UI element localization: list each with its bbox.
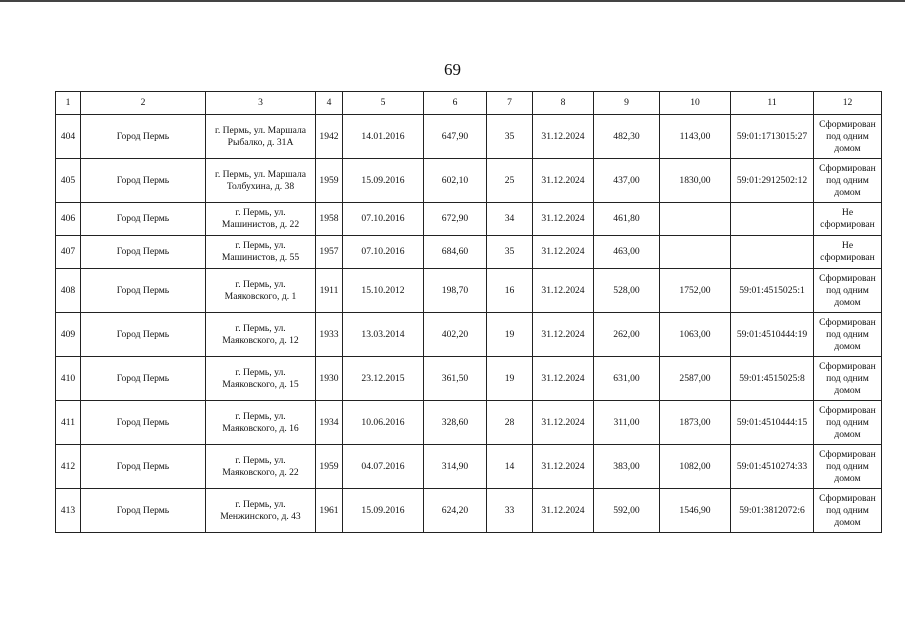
- deadline-cell: 31.12.2024: [533, 236, 594, 269]
- date-cell: 15.10.2012: [343, 269, 424, 313]
- count-cell: 28: [487, 401, 533, 445]
- table-row: [56, 236, 882, 269]
- column-header: 3: [206, 92, 316, 115]
- address-cell: г. Пермь, ул. Маяковского, д. 12: [206, 313, 316, 357]
- cadastral-number-cell: [731, 236, 814, 269]
- area-cell: 684,60: [424, 236, 487, 269]
- area-cell: 647,90: [424, 115, 487, 159]
- table-row: [56, 115, 882, 159]
- deadline-cell: 31.12.2024: [533, 357, 594, 401]
- table-row: [56, 489, 882, 533]
- land-area-cell: 1546,90: [660, 489, 731, 533]
- column-header: 12: [814, 92, 882, 115]
- table-row: [56, 357, 882, 401]
- row-number-cell: 413: [56, 489, 81, 533]
- column-header: 5: [343, 92, 424, 115]
- row-number-cell: 404: [56, 115, 81, 159]
- row-number-cell: 411: [56, 401, 81, 445]
- date-cell: 07.10.2016: [343, 203, 424, 236]
- cadastral-number-cell: 59:01:4510444:15: [731, 401, 814, 445]
- year-cell: 1957: [316, 236, 343, 269]
- status-cell: Сформирован под одним домом: [814, 313, 882, 357]
- area-cell: 328,60: [424, 401, 487, 445]
- address-cell: г. Пермь, ул. Маяковского, д. 16: [206, 401, 316, 445]
- address-cell: г. Пермь, ул. Машинистов, д. 55: [206, 236, 316, 269]
- land-area-cell: 1830,00: [660, 159, 731, 203]
- address-cell: г. Пермь, ул. Маршала Рыбалко, д. 31А: [206, 115, 316, 159]
- deadline-cell: 31.12.2024: [533, 115, 594, 159]
- table-row: [56, 203, 882, 236]
- area2-cell: 262,00: [594, 313, 660, 357]
- year-cell: 1961: [316, 489, 343, 533]
- row-number-cell: 407: [56, 236, 81, 269]
- count-cell: 14: [487, 445, 533, 489]
- deadline-cell: 31.12.2024: [533, 269, 594, 313]
- cadastral-number-cell: 59:01:3812072:6: [731, 489, 814, 533]
- land-area-cell: 1752,00: [660, 269, 731, 313]
- status-cell: Сформирован под одним домом: [814, 489, 882, 533]
- land-area-cell: 1143,00: [660, 115, 731, 159]
- area-cell: 361,50: [424, 357, 487, 401]
- area-cell: 624,20: [424, 489, 487, 533]
- year-cell: 1930: [316, 357, 343, 401]
- address-cell: г. Пермь, ул. Маяковского, д. 15: [206, 357, 316, 401]
- year-cell: 1933: [316, 313, 343, 357]
- date-cell: 23.12.2015: [343, 357, 424, 401]
- municipality-cell: Город Пермь: [81, 445, 206, 489]
- area-cell: 198,70: [424, 269, 487, 313]
- date-cell: 07.10.2016: [343, 236, 424, 269]
- column-header: 1: [56, 92, 81, 115]
- column-header: 4: [316, 92, 343, 115]
- area-cell: 314,90: [424, 445, 487, 489]
- table-row: [56, 401, 882, 445]
- cadastral-number-cell: 59:01:4510274:33: [731, 445, 814, 489]
- land-area-cell: [660, 203, 731, 236]
- area2-cell: 463,00: [594, 236, 660, 269]
- date-cell: 14.01.2016: [343, 115, 424, 159]
- cadastral-number-cell: 59:01:4515025:1: [731, 269, 814, 313]
- status-cell: Сформирован под одним домом: [814, 357, 882, 401]
- area2-cell: 383,00: [594, 445, 660, 489]
- count-cell: 25: [487, 159, 533, 203]
- municipality-cell: Город Пермь: [81, 401, 206, 445]
- deadline-cell: 31.12.2024: [533, 489, 594, 533]
- date-cell: 15.09.2016: [343, 489, 424, 533]
- table-row: [56, 159, 882, 203]
- row-number-cell: 410: [56, 357, 81, 401]
- land-area-cell: [660, 236, 731, 269]
- count-cell: 35: [487, 115, 533, 159]
- year-cell: 1959: [316, 159, 343, 203]
- status-cell: Не сформирован: [814, 203, 882, 236]
- land-area-cell: 1063,00: [660, 313, 731, 357]
- area2-cell: 482,30: [594, 115, 660, 159]
- year-cell: 1958: [316, 203, 343, 236]
- date-cell: 15.09.2016: [343, 159, 424, 203]
- top-rule: [0, 0, 905, 2]
- area2-cell: 631,00: [594, 357, 660, 401]
- status-cell: Не сформирован: [814, 236, 882, 269]
- row-number-cell: 412: [56, 445, 81, 489]
- address-cell: г. Пермь, ул. Менжинского, д. 43: [206, 489, 316, 533]
- count-cell: 19: [487, 357, 533, 401]
- area2-cell: 528,00: [594, 269, 660, 313]
- date-cell: 13.03.2014: [343, 313, 424, 357]
- date-cell: 10.06.2016: [343, 401, 424, 445]
- municipality-cell: Город Пермь: [81, 159, 206, 203]
- status-cell: Сформирован под одним домом: [814, 445, 882, 489]
- date-cell: 04.07.2016: [343, 445, 424, 489]
- cadastral-number-cell: [731, 203, 814, 236]
- column-header: 7: [487, 92, 533, 115]
- year-cell: 1934: [316, 401, 343, 445]
- land-area-cell: 2587,00: [660, 357, 731, 401]
- municipality-cell: Город Пермь: [81, 313, 206, 357]
- row-number-cell: 408: [56, 269, 81, 313]
- area-cell: 402,20: [424, 313, 487, 357]
- deadline-cell: 31.12.2024: [533, 401, 594, 445]
- cadastral-number-cell: 59:01:4515025:8: [731, 357, 814, 401]
- deadline-cell: 31.12.2024: [533, 313, 594, 357]
- status-cell: Сформирован под одним домом: [814, 269, 882, 313]
- row-number-cell: 409: [56, 313, 81, 357]
- count-cell: 35: [487, 236, 533, 269]
- land-area-cell: 1082,00: [660, 445, 731, 489]
- address-cell: г. Пермь, ул. Машинистов, д. 22: [206, 203, 316, 236]
- municipality-cell: Город Пермь: [81, 269, 206, 313]
- table-row: [56, 445, 882, 489]
- table-row: [56, 313, 882, 357]
- municipality-cell: Город Пермь: [81, 489, 206, 533]
- status-cell: Сформирован под одним домом: [814, 159, 882, 203]
- column-header: 11: [731, 92, 814, 115]
- column-header: 6: [424, 92, 487, 115]
- status-cell: Сформирован под одним домом: [814, 115, 882, 159]
- deadline-cell: 31.12.2024: [533, 159, 594, 203]
- area2-cell: 592,00: [594, 489, 660, 533]
- address-cell: г. Пермь, ул. Маяковского, д. 1: [206, 269, 316, 313]
- area2-cell: 311,00: [594, 401, 660, 445]
- row-number-cell: 405: [56, 159, 81, 203]
- column-header: 8: [533, 92, 594, 115]
- count-cell: 19: [487, 313, 533, 357]
- status-cell: Сформирован под одним домом: [814, 401, 882, 445]
- municipality-cell: Город Пермь: [81, 115, 206, 159]
- year-cell: 1942: [316, 115, 343, 159]
- area-cell: 602,10: [424, 159, 487, 203]
- deadline-cell: 31.12.2024: [533, 445, 594, 489]
- municipality-cell: Город Пермь: [81, 203, 206, 236]
- deadline-cell: 31.12.2024: [533, 203, 594, 236]
- land-area-cell: 1873,00: [660, 401, 731, 445]
- column-header: 2: [81, 92, 206, 115]
- column-header: 9: [594, 92, 660, 115]
- page-number: 69: [444, 60, 461, 79]
- count-cell: 33: [487, 489, 533, 533]
- municipality-cell: Город Пермь: [81, 357, 206, 401]
- area2-cell: 437,00: [594, 159, 660, 203]
- address-cell: г. Пермь, ул. Маяковского, д. 22: [206, 445, 316, 489]
- area2-cell: 461,80: [594, 203, 660, 236]
- area-cell: 672,90: [424, 203, 487, 236]
- housing-register-table: [55, 91, 882, 533]
- header-row: [56, 92, 882, 115]
- cadastral-number-cell: 59:01:2912502:12: [731, 159, 814, 203]
- year-cell: 1959: [316, 445, 343, 489]
- column-header: 10: [660, 92, 731, 115]
- address-cell: г. Пермь, ул. Маршала Толбухина, д. 38: [206, 159, 316, 203]
- cadastral-number-cell: 59:01:1713015:27: [731, 115, 814, 159]
- municipality-cell: Город Пермь: [81, 236, 206, 269]
- count-cell: 34: [487, 203, 533, 236]
- table-row: [56, 269, 882, 313]
- row-number-cell: 406: [56, 203, 81, 236]
- count-cell: 16: [487, 269, 533, 313]
- year-cell: 1911: [316, 269, 343, 313]
- cadastral-number-cell: 59:01:4510444:19: [731, 313, 814, 357]
